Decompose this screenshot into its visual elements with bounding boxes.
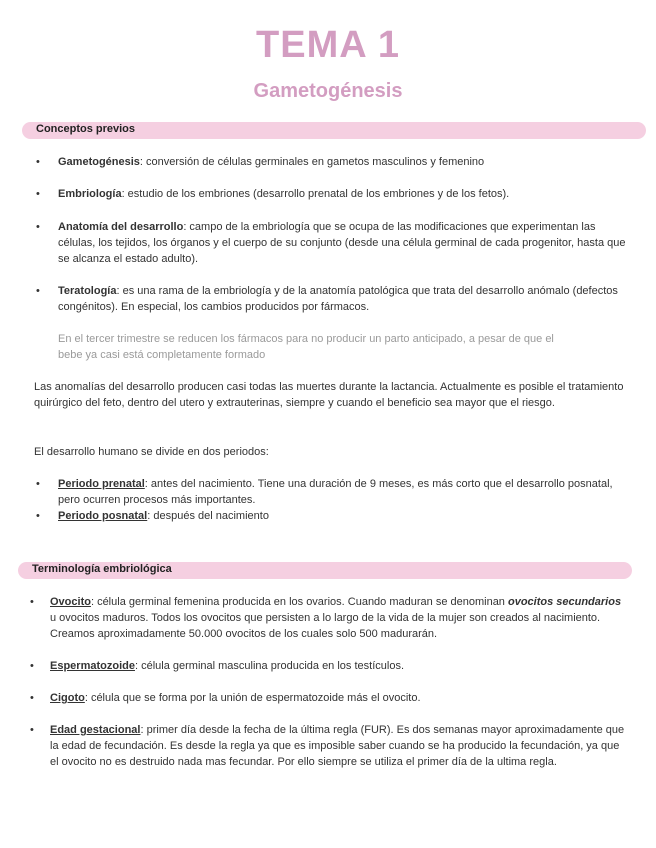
- bullet-icon: •: [36, 478, 40, 490]
- list-item: Embriología: estudio de los embriones (desarrollo prenatal de los embriones y de los fetos).: [58, 188, 510, 200]
- page-title: TEMA 1: [256, 24, 400, 66]
- bullet-icon: •: [30, 724, 34, 736]
- list-item: Teratología: es una rama de la embriología y de la anatomía patológica que trata del desarrollo anómalo (defectos congénitos). En especial, los cambios producidos por fármacos.: [58, 285, 618, 313]
- bullet-icon: •: [36, 221, 40, 233]
- bullet-icon: •: [36, 510, 40, 522]
- list-item: Periodo posnatal: después del nacimiento: [58, 510, 269, 522]
- list-item: Anatomía del desarrollo: campo de la embriología que se ocupa de las modificaciones que experimentan las células, los tejidos, los órganos y el cuerpo de su conjunto (desde una célula germinal de cada progenitor, hasta que se alcanza el estado adulto).: [58, 221, 626, 265]
- bullet-icon: •: [36, 188, 40, 200]
- list-item: Gametogénesis: conversión de células germinales en gametos masculinos y femenino: [58, 156, 485, 168]
- section-heading-band: [22, 122, 646, 139]
- bullet-icon: •: [36, 285, 40, 297]
- note-text: En el tercer trimestre se reducen los fármacos para no producir un parto anticipado, a pesar de que el bebe ya casi está completamente formado: [58, 333, 554, 361]
- paragraph: El desarrollo humano se divide en dos periodos:: [34, 446, 269, 458]
- bullet-icon: •: [30, 596, 34, 608]
- list-item: Cigoto: célula que se forma por la unión de espermatozoide más el ovocito.: [50, 692, 421, 704]
- list-item: Edad gestacional: primer día desde la fecha de la última regla (FUR). Es dos semanas mayor aproximadamente que la edad de fecundación. Es desde la regla ya que es imposible saber cuando se ha producido la fecundación, ya que el ovocito no es destruido nada mas fecundar. Por ello siempre se utiliza el primer día de la ultima regla.: [50, 724, 625, 768]
- section-heading: Conceptos previos: [36, 123, 136, 135]
- section-heading: Terminología embriológica: [32, 563, 172, 575]
- list-item: Periodo prenatal: antes del nacimiento. Tiene una duración de 9 meses, es más corto que el desarrollo posnatal, pero ocurren procesos más importantes.: [58, 478, 613, 506]
- page-subtitle: Gametogénesis: [253, 80, 403, 102]
- paragraph: Las anomalías del desarrollo producen casi todas las muertes durante la lactancia. Actualmente es posible el tratamiento quirúrgico del feto, dentro del utero y extrauterinas, siempre y cuando el beneficio sea mayor que el riesgo.: [34, 381, 624, 409]
- section-heading-band: [18, 562, 632, 579]
- list-item: Ovocito: célula germinal femenina producida en los ovarios. Cuando maduran se denominan ovocitos secundarios u ovocitos maduros. Todos los ovocitos que persisten a lo largo de la vida de la mujer son creados al nacimiento. Creamos aproximadamente 50.000 ovocitos de los cuales solo 500 madurarán.: [50, 596, 622, 640]
- bullet-icon: •: [36, 156, 40, 168]
- bullet-icon: •: [30, 660, 34, 672]
- list-item: Espermatozoide: célula germinal masculina producida en los testículos.: [50, 660, 404, 672]
- bullet-icon: •: [30, 692, 34, 704]
